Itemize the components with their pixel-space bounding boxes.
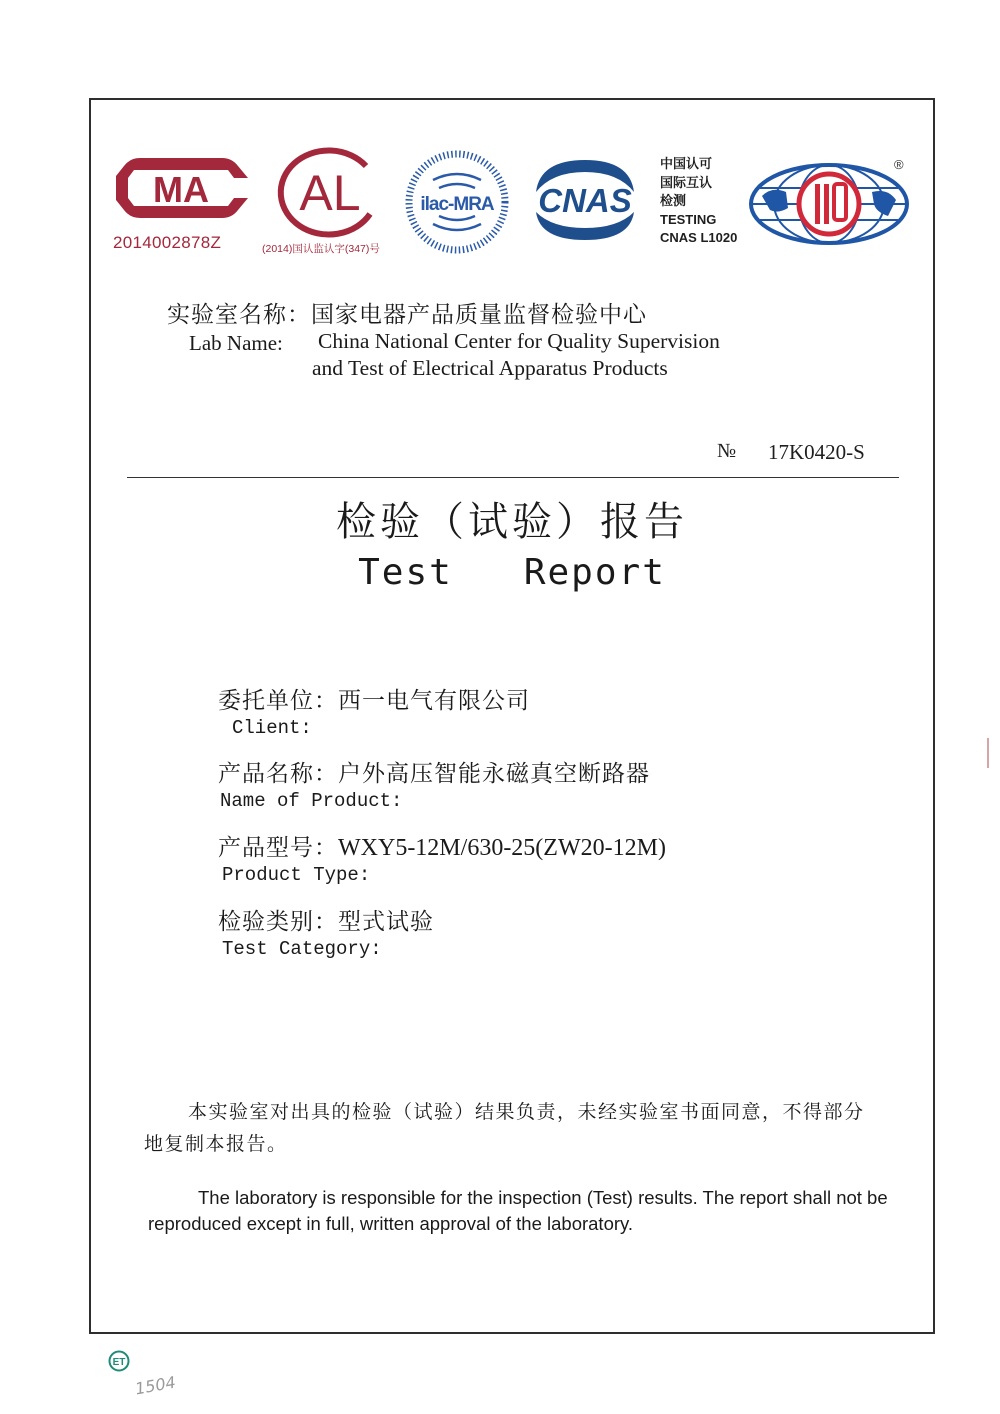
statement-en: The laboratory is responsible for the inspection (Test) results. The report shall not be reproduced except in full, written approval of the laboratory. (148, 1187, 888, 1234)
header-divider (127, 477, 899, 478)
cqc-globe-logo-icon (748, 162, 910, 246)
et-stamp-icon (108, 1350, 130, 1372)
product-type-label-cn: 产品型号： (218, 835, 338, 861)
report-number-sign: № (717, 440, 737, 462)
product-name-field (218, 755, 650, 788)
lab-name-en-line2: and Test of Electrical Apparatus Products (312, 356, 668, 380)
registered-mark: ® (894, 157, 904, 172)
statement-cn: 本实验室对出具的检验（试验）结果负责，未经实验室书面同意，不得部分地复制本报告。 (144, 1101, 865, 1155)
client-label-cn: 委托单位： (218, 688, 338, 714)
svg-text:CNAS: CNAS (538, 182, 632, 219)
report-number: 17K0420-S (768, 440, 865, 464)
svg-text:MA: MA (153, 169, 209, 210)
product-name-label-cn: 产品名称： (218, 761, 338, 787)
report-title-en: Test Report (358, 552, 666, 593)
handwritten-number: 1504 (133, 1372, 178, 1399)
test-category-value: 型式试验 (338, 909, 434, 935)
svg-text:AL: AL (299, 165, 361, 221)
product-name-label-en: Name of Product: (220, 790, 403, 812)
lab-name-en-line1: China National Center for Quality Supervision (318, 329, 720, 353)
lab-name-en-label: Lab Name: (189, 331, 283, 355)
test-category-label-en: Test Category: (222, 938, 382, 960)
svg-text:ET: ET (112, 1357, 126, 1368)
client-field (218, 682, 530, 715)
product-type-label-en: Product Type: (222, 864, 371, 886)
product-type-field (218, 829, 666, 862)
cma-number: 2014002878Z (113, 233, 222, 252)
test-category-field (218, 903, 434, 936)
product-name-value: 户外高压智能永磁真空断路器 (338, 761, 650, 787)
cal-number: (2014)国认监认字(347)号 (262, 243, 380, 255)
margin-mark (987, 738, 989, 768)
cnas-logo-icon (526, 156, 644, 242)
product-type-value: WXY5-12M/630-25(ZW20-12M) (338, 835, 666, 861)
ilac-mra-logo-icon (405, 150, 509, 254)
report-title-cn: 检验（试验）报告 (336, 499, 688, 545)
test-category-label-cn: 检验类别： (218, 909, 338, 935)
client-label-en: Client: (232, 717, 312, 739)
cnas-accreditation-text: 中国认可 国际互认 检测 TESTING CNAS L1020 (660, 156, 738, 245)
cma-logo-icon (110, 152, 252, 224)
client-value: 西一电气有限公司 (338, 688, 530, 714)
svg-text:ilac-MRA: ilac-MRA (420, 194, 494, 215)
cal-logo-icon (274, 144, 386, 240)
lab-name-cn: 实验室名称：国家电器产品质量监督检验中心 (167, 302, 647, 328)
